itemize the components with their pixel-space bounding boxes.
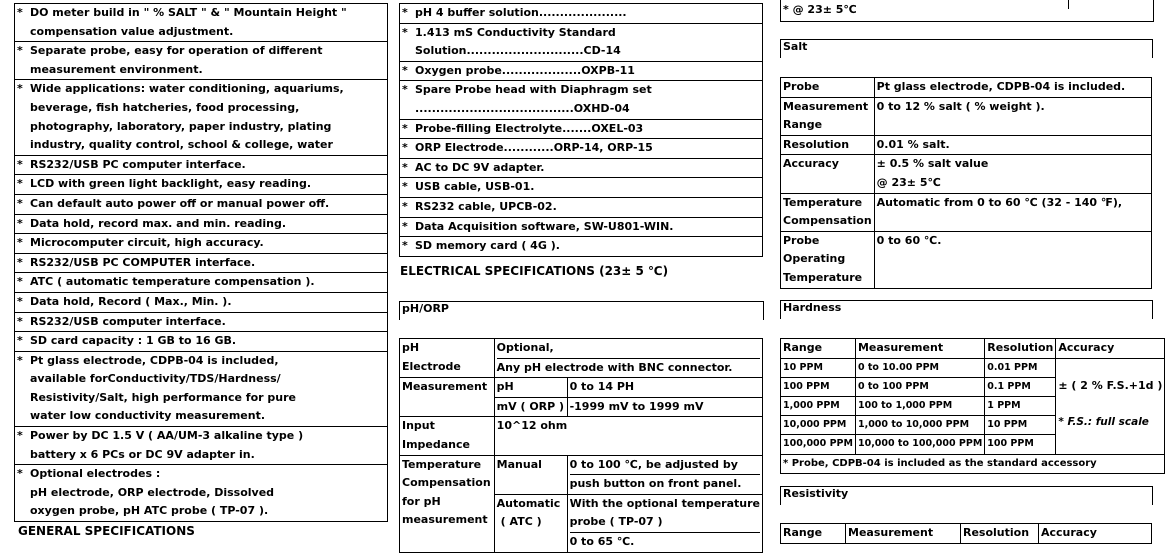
salt-row-value <box>874 97 1151 135</box>
feature-item-text: available forConductivity/TDS/Hardness/ <box>30 372 281 386</box>
manual-value-2: push button on front panel. <box>569 477 742 491</box>
input-label-2: Impedance <box>402 437 470 451</box>
accessory-item <box>400 4 763 24</box>
auto-value-3: 0 to 65 ℃. <box>569 534 635 548</box>
resistivity-header-resolution: Resolution <box>961 524 1039 544</box>
accessory-item <box>400 217 763 237</box>
salt-value-line: 0 to 60 ℃. <box>876 233 942 247</box>
accessories-table <box>399 3 763 257</box>
salt-label-line: Probe <box>783 233 820 247</box>
bullet-asterisk: * <box>17 294 23 308</box>
measurement-ph-row <box>400 378 763 398</box>
bullet-asterisk: * <box>17 82 23 96</box>
feature-item <box>15 332 388 352</box>
hardness-footnote: * Probe, CDPB-04 is included as the standard accessory <box>781 454 1165 474</box>
salt-row-value <box>874 78 1151 98</box>
salt-row <box>781 135 1152 155</box>
salt-label-line: Range <box>783 118 823 132</box>
input-value: 10^12 ohm <box>494 417 762 455</box>
bullet-asterisk: * <box>17 467 23 481</box>
salt-label-line: Temperature <box>783 195 863 209</box>
general-specs-heading: GENERAL SPECIFICATIONS <box>18 524 195 538</box>
hardness-resolution: 1 PPM <box>985 397 1056 416</box>
bullet-asterisk: * <box>17 255 23 269</box>
hardness-measurement: 0 to 100 PPM <box>855 377 984 396</box>
ph-electrode-label-1: pH <box>402 341 420 354</box>
feature-item-text: DO meter build in " % SALT " & " Mountain Height " <box>30 6 347 19</box>
bullet-asterisk: * <box>402 83 408 97</box>
accessory-item <box>400 237 763 257</box>
feature-item <box>15 427 388 465</box>
hardness-range: 1,000 PPM <box>781 397 856 416</box>
salt-row-label <box>781 231 875 288</box>
hardness-header-range: Range <box>781 339 856 359</box>
salt-value-line: Automatic from 0 to 60 ℃ (32 - 140 ℉), <box>876 195 1123 209</box>
accessory-item-text: ......................................OXHD-04 <box>415 101 630 115</box>
resistivity-header-accuracy: Accuracy <box>1039 524 1152 544</box>
hardness-heading-text: Hardness <box>783 301 842 314</box>
bullet-asterisk: * <box>17 353 23 367</box>
ph-electrode-value-1: Optional, <box>497 339 760 359</box>
feature-item <box>15 155 388 175</box>
salt-row-label <box>781 135 875 155</box>
feature-item-text: Data hold, Record ( Max., Min. ). <box>30 294 232 308</box>
ph-orp-table <box>399 338 763 553</box>
accessory-item-text: Oxygen probe...................OXPB-11 <box>415 63 635 77</box>
temp-label-1: Temperature <box>402 457 482 471</box>
hardness-footnote-row <box>781 454 1165 474</box>
accessory-item-text: pH 4 buffer solution..................... <box>415 6 627 19</box>
hardness-range: 10 PPM <box>781 358 856 377</box>
salt-value-line: Pt glass electrode, CDPB-04 is included. <box>876 80 1126 93</box>
salt-label-line: Operating <box>783 252 846 266</box>
ph-unit: pH <box>494 378 567 398</box>
resistivity-header-row <box>781 524 1152 544</box>
bullet-asterisk: * <box>17 314 23 328</box>
feature-item-text: Can default auto power off or manual power off. <box>30 196 330 210</box>
auto-value-1: With the optional temperature <box>569 496 760 510</box>
manual-label: Manual <box>494 455 567 494</box>
salt-row <box>781 231 1152 288</box>
accessory-item-text: RS232 cable, UPCB-02. <box>415 199 557 213</box>
salt-heading <box>780 39 1153 58</box>
top-right-box <box>780 0 1154 22</box>
hardness-accuracy-value: ± ( 2 % F.S.+1d ) <box>1058 378 1163 392</box>
salt-label-line: Temperature <box>783 270 863 284</box>
feature-item-text: beverage, fish hatcheries, food processing, <box>30 100 300 114</box>
accessory-item-text: Data Acquisition software, SW-U801-WIN. <box>415 219 674 233</box>
salt-value-line: ± 0.5 % salt value <box>876 157 989 171</box>
bullet-asterisk: * <box>17 44 23 58</box>
auto-label-2: ( ATC ) <box>500 515 542 529</box>
accessory-item <box>400 119 763 139</box>
bullet-asterisk: * <box>402 180 408 194</box>
salt-table <box>780 77 1152 289</box>
feature-item <box>15 80 388 155</box>
bullet-asterisk: * <box>17 216 23 230</box>
ph-orp-heading <box>399 301 764 320</box>
feature-item-text: ATC ( automatic temperature compensation ). <box>30 275 315 289</box>
accessory-item <box>400 61 763 81</box>
salt-row-label <box>781 155 875 193</box>
salt-row-label <box>781 193 875 231</box>
bullet-asterisk: * <box>17 429 23 443</box>
feature-item-text: Separate probe, easy for operation of different <box>30 44 323 58</box>
resistivity-table <box>780 523 1152 544</box>
salt-label-line: Compensation <box>783 214 872 228</box>
accessory-item-text: ORP Electrode............ORP-14, ORP-15 <box>415 141 653 155</box>
input-impedance-row <box>400 417 763 455</box>
ph-orp-heading-text: pH/ORP <box>402 302 449 315</box>
top-right-text: * @ 23± 5℃ <box>783 3 857 16</box>
feature-item-text: RS232/USB PC computer interface. <box>30 157 246 171</box>
salt-row-label <box>781 78 875 98</box>
temp-label-4: measurement <box>402 513 488 527</box>
salt-heading-text: Salt <box>783 40 808 53</box>
feature-item-text: Pt glass electrode, CDPB-04 is included, <box>30 353 279 367</box>
hardness-heading <box>780 300 1153 319</box>
feature-item-text: pH electrode, ORP electrode, Dissolved <box>30 485 275 499</box>
manual-value-1: 0 to 100 ℃, be adjusted by <box>570 456 760 476</box>
bullet-asterisk: * <box>402 6 408 19</box>
electrical-specs-heading: ELECTRICAL SPECIFICATIONS (23± 5 ℃) <box>400 264 669 278</box>
salt-row-label <box>781 97 875 135</box>
feature-item-text: RS232/USB PC COMPUTER interface. <box>30 255 256 269</box>
salt-row-value <box>874 135 1151 155</box>
hardness-header-resolution: Resolution <box>985 339 1056 359</box>
feature-item-text: measurement environment. <box>30 62 203 76</box>
feature-item-text: SD card capacity : 1 GB to 16 GB. <box>30 334 237 348</box>
feature-item-text: RS232/USB computer interface. <box>30 314 226 328</box>
bullet-asterisk: * <box>402 219 408 233</box>
salt-row-value <box>874 193 1151 231</box>
hardness-measurement: 100 to 1,000 PPM <box>855 397 984 416</box>
hardness-fs-note: * F.S.: full scale <box>1058 415 1149 428</box>
feature-item-text: industry, quality control, school & college, water <box>30 138 333 152</box>
hardness-resolution: 10 PPM <box>985 416 1056 435</box>
salt-label-line: Resolution <box>783 137 850 151</box>
feature-item <box>15 465 388 522</box>
hardness-header-accuracy: Accuracy <box>1056 339 1165 359</box>
accessory-item <box>400 158 763 178</box>
feature-item <box>15 42 388 80</box>
feature-item <box>15 253 388 273</box>
bullet-asterisk: * <box>17 275 23 289</box>
input-label-1: Input <box>402 419 435 433</box>
hardness-header-row <box>781 339 1165 359</box>
hardness-header-measurement: Measurement <box>855 339 984 359</box>
feature-item <box>15 175 388 195</box>
hardness-measurement: 10,000 to 100,000 PPM <box>855 435 984 454</box>
salt-row <box>781 78 1152 98</box>
feature-item-text: Data hold, record max. and min. reading. <box>30 216 287 230</box>
feature-item-text: compensation value adjustment. <box>30 24 234 38</box>
salt-row <box>781 193 1152 231</box>
ph-electrode-row <box>400 339 763 378</box>
hardness-row <box>781 358 1165 377</box>
accessory-item <box>400 139 763 159</box>
features-table <box>14 3 388 522</box>
hardness-measurement: 0 to 10.00 PPM <box>855 358 984 377</box>
hardness-accuracy-cell <box>1056 358 1165 454</box>
bullet-asterisk: * <box>402 141 408 155</box>
ph-range: 0 to 14 PH <box>567 378 762 398</box>
auto-label-1: Automatic <box>496 496 561 510</box>
feature-item-text: Optional electrodes : <box>30 467 161 481</box>
accessory-item-text: AC to DC 9V adapter. <box>415 160 545 174</box>
bullet-asterisk: * <box>402 121 408 135</box>
accessory-item <box>400 178 763 198</box>
hardness-table <box>780 338 1165 474</box>
bullet-asterisk: * <box>17 236 23 250</box>
salt-row-value <box>874 231 1151 288</box>
hardness-resolution: 0.1 PPM <box>985 377 1056 396</box>
resistivity-heading <box>780 486 1153 505</box>
bullet-asterisk: * <box>402 239 408 253</box>
feature-item-text: Power by DC 1.5 V ( AA/UM-3 alkaline type ) <box>30 429 304 443</box>
orp-range: -1999 mV to 1999 mV <box>567 397 762 417</box>
top-right-divider <box>1068 0 1069 9</box>
resistivity-heading-text: Resistivity <box>783 487 849 500</box>
hardness-range: 10,000 PPM <box>781 416 856 435</box>
accessory-item <box>400 81 763 119</box>
temp-label-3: for pH <box>402 494 441 508</box>
feature-item-text: Microcomputer circuit, high accuracy. <box>30 236 264 250</box>
feature-item-text: photography, laboratory, paper industry, plating <box>30 119 332 133</box>
salt-row <box>781 155 1152 193</box>
salt-value-line: @ 23± 5℃ <box>876 175 941 189</box>
orp-unit: mV ( ORP ) <box>494 397 567 417</box>
feature-item <box>15 4 388 42</box>
ph-electrode-label-2: Electrode <box>402 359 461 373</box>
salt-value-line: 0 to 12 % salt ( % weight ). <box>876 99 1045 113</box>
bullet-asterisk: * <box>17 157 23 171</box>
salt-label-line: Accuracy <box>783 157 839 171</box>
bullet-asterisk: * <box>17 196 23 210</box>
feature-item <box>15 214 388 234</box>
feature-item <box>15 273 388 293</box>
accessory-item-text: 1.413 mS Conductivity Standard <box>415 25 616 39</box>
salt-row <box>781 97 1152 135</box>
bullet-asterisk: * <box>402 25 408 39</box>
auto-value-2: probe ( TP-07 ) <box>570 513 760 533</box>
accessory-item <box>400 23 763 61</box>
hardness-measurement: 1,000 to 10,000 PPM <box>855 416 984 435</box>
bullet-asterisk: * <box>17 6 23 19</box>
feature-item-text: battery x 6 PCs or DC 9V adapter in. <box>30 447 255 461</box>
salt-label-line: Probe <box>783 80 820 93</box>
accessory-item <box>400 197 763 217</box>
bullet-asterisk: * <box>402 63 408 77</box>
accessory-item-text: Probe-filling Electrolyte.......OXEL-03 <box>415 121 644 135</box>
hardness-resolution: 100 PPM <box>985 435 1056 454</box>
bullet-asterisk: * <box>402 199 408 213</box>
accessory-item-text: Solution............................CD-14 <box>415 44 621 58</box>
temp-manual-row <box>400 455 763 494</box>
salt-label-line: Measurement <box>783 99 869 113</box>
resistivity-header-range: Range <box>781 524 846 544</box>
salt-value-line: 0.01 % salt. <box>876 137 950 151</box>
feature-item <box>15 351 388 426</box>
feature-item <box>15 194 388 214</box>
salt-row-value <box>874 155 1151 193</box>
feature-item-text: water low conductivity measurement. <box>30 409 266 423</box>
accessory-item-text: Spare Probe head with Diaphragm set <box>415 83 652 97</box>
resistivity-header-measurement: Measurement <box>846 524 961 544</box>
hardness-range: 100 PPM <box>781 377 856 396</box>
accessory-item-text: SD memory card ( 4G ). <box>415 239 560 253</box>
feature-item-text: Wide applications: water conditioning, aquariums, <box>30 82 344 96</box>
feature-item <box>15 312 388 332</box>
accessory-item-text: USB cable, USB-01. <box>415 180 535 194</box>
feature-item <box>15 292 388 312</box>
bullet-asterisk: * <box>17 334 23 348</box>
feature-item <box>15 234 388 254</box>
temp-label-2: Compensation <box>402 476 491 490</box>
hardness-range: 100,000 PPM <box>781 435 856 454</box>
hardness-resolution: 0.01 PPM <box>985 358 1056 377</box>
ph-electrode-value-2: Any pH electrode with BNC connector. <box>496 360 733 374</box>
feature-item-text: LCD with green light backlight, easy reading. <box>30 177 312 191</box>
bullet-asterisk: * <box>17 177 23 191</box>
measurement-label: Measurement <box>400 378 495 417</box>
bullet-asterisk: * <box>402 160 408 174</box>
feature-item-text: oxygen probe, pH ATC probe ( TP-07 ). <box>30 504 269 518</box>
feature-item-text: Resistivity/Salt, high performance for pure <box>30 390 296 404</box>
